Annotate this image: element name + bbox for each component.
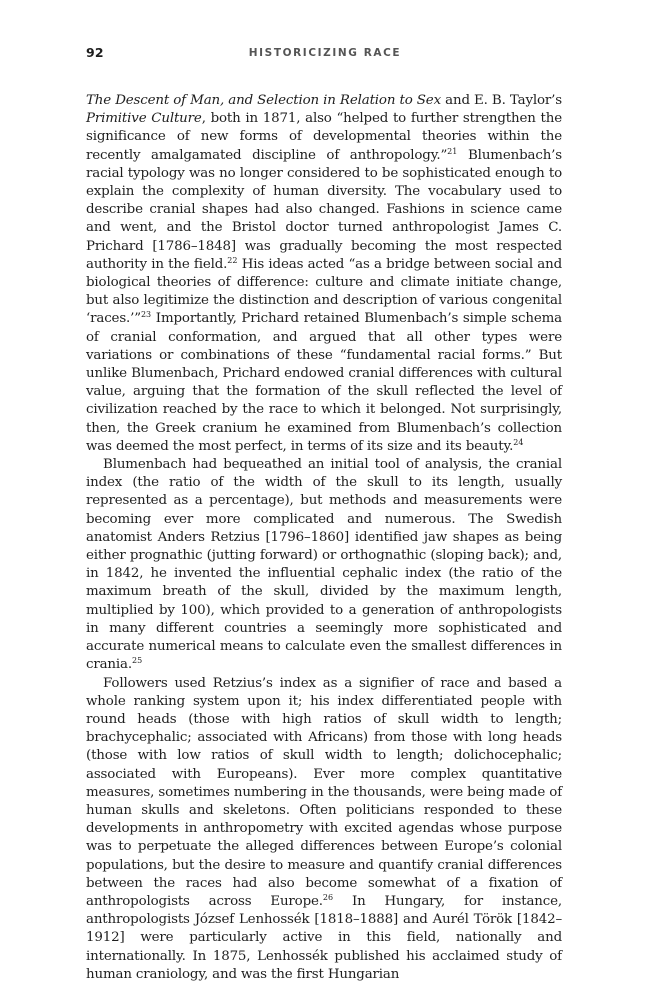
text-run: His ideas acted “as a bridge between social and biological theories of difference: culture and climate initiate change, but also legitimize the distinction and description of various congenital ‘races.’” [86,256,562,327]
running-head: HISTORICIZING RACE [248,47,402,59]
paragraph [86,675,562,984]
paragraph [86,92,562,456]
text-run: Importantly, Prichard retained Blumenbach’s simple schema of cranial conformation, and argued that all other types were variations or combinations of these “fundamental racial forms.” But unlike Blumenbach, Prichard endowed cranial differences with cultural value, arguing that the formation of the skull reflected the level of civilization reached by the race to which it belonged. Not surprisingly, then, the Greek cranium he examined from Blumenbach’s collection was deemed the most perfect, in terms of its size and its beauty. [86,311,562,454]
footnote-reference: 24 [513,437,524,447]
italic-title: The Descent of Man, and Selection in Relation to Sex [86,93,441,108]
footnote-reference: 26 [322,892,334,902]
paragraph [86,456,562,674]
text-run: Blumenbach’s racial typology was no longer considered to be sophisticated enough to explain the complexity of human diversity. The vocabulary used to describe cranial shapes had also changed. Fashions in science came and went, and the Bristol doctor turned anthropologist James C. Prichard [1786–1848] was gradually becoming the most respected authority in the field. [86,147,562,272]
footnote-reference: 22 [227,255,238,265]
footnote-reference: 23 [140,310,152,320]
text-run: Followers used Retzius’s index as a signifier of race and based a whole ranking system upon it; his index differentiated people with round heads (those with high ratios of skull width to length; brachycephalic; associated with Africans) from those with long heads (those with low ratios of skull width to length; dolichocephalic; associated with Europeans). Ever more complex quantitative measures, sometimes numbering in the thousands, were being made of human skulls and skeletons. Often politicians responded to these developments in anthropometry with excited agendas whose purpose was to perpetuate the alleged differences between Europe’s colonial populations, but the desire to measure and quantify cranial differences between the races had also become somewhat of a fixation of anthropologists across Europe. [86,675,562,909]
text-run: and E. B. Taylor’s [440,93,562,108]
text-run: , both in 1871, also “helped to further strengthen the significance of new forms of developmental theories within the recently amalgamated discipline of anthropology.” [86,111,562,163]
page-number: 92 [86,45,104,60]
text-run: Blumenbach had bequeathed an initial tool of analysis, the cranial index (the ratio of the width of the skull to its length, usually represented as a percentage), but methods and measurements were becoming ever more complicated and numerous. The Swedish anatomist Anders Retzius [1796–1860] identified jaw shapes as being either prognathic (jutting forward) or orthognathic (sloping back); and, in 1842, he invented the influential cephalic index (the ratio of the maximum breath of the skull, divided by the maximum length, multiplied by 100), which provided to a generation of anthropologists in many different countries a seemingly more sophisticated and accurate numerical means to calculate even the smallest differences in crania. [86,457,562,673]
footnote-reference: 21 [447,146,458,156]
footnote-reference: 25 [131,656,143,666]
italic-title: Primitive Culture [86,111,202,127]
text-run: In Hungary, for instance, anthropologists József Lenhossék [1818–1888] and Aurél Török [1842–1912] were particularly active in this field, nationally and internationally. In 1875, Lenhossék published his acclaimed study of human craniology, and was the first Hungarian [86,893,562,982]
body-text [86,92,562,984]
